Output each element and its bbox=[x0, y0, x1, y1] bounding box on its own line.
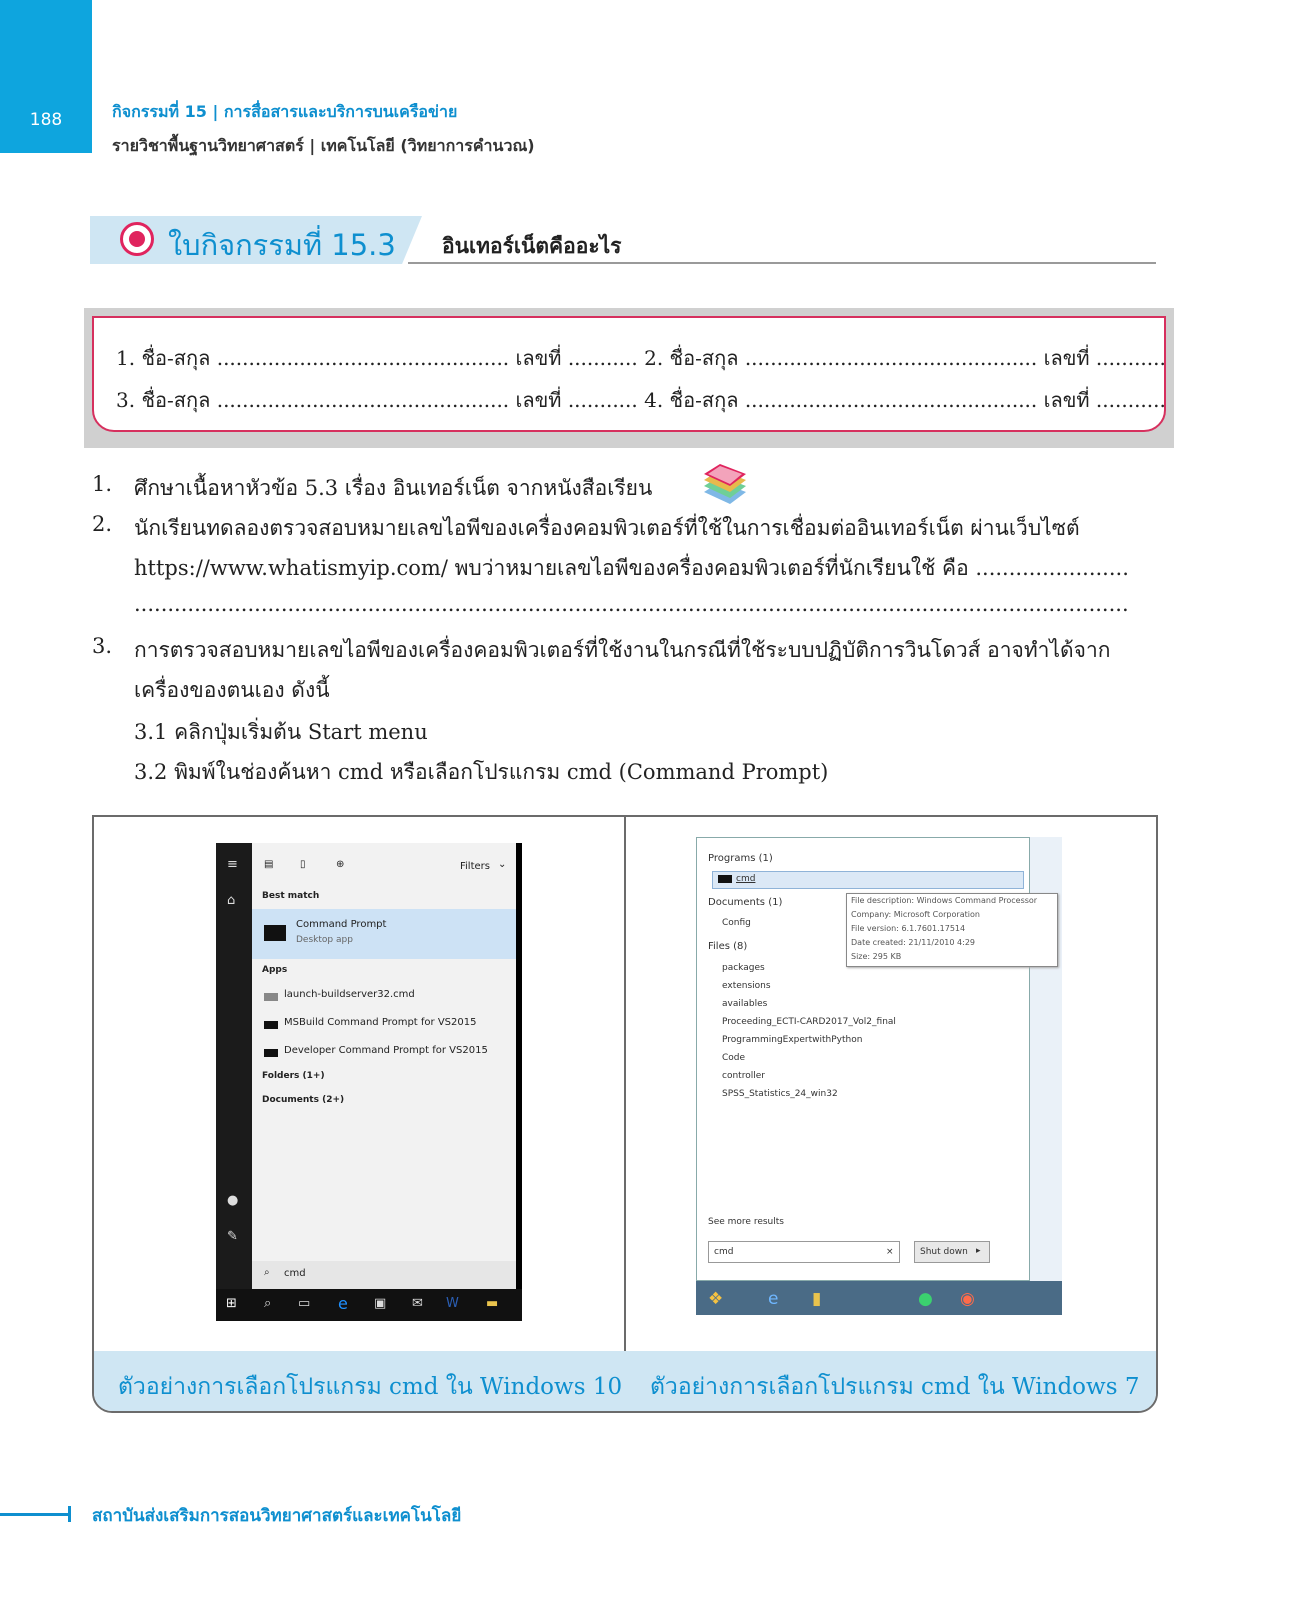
best-match-subtitle: Desktop app bbox=[296, 935, 353, 945]
taskbar bbox=[696, 1281, 1062, 1315]
edge-icon[interactable]: e bbox=[338, 1294, 348, 1313]
file-result[interactable]: extensions bbox=[722, 981, 771, 991]
folder-icon[interactable]: ▬ bbox=[486, 1296, 499, 1311]
question-text: ศึกษาเนื้อหาหัวข้อ 5.3 เรื่อง อินเทอร์เน็ต จากหนังสือเรียน bbox=[134, 476, 653, 500]
see-more-results-link[interactable]: See more results bbox=[708, 1217, 784, 1227]
tooltip-line: File version: 6.1.7601.17514 bbox=[851, 924, 966, 933]
caption-windows10: ตัวอย่างการเลือกโปรแกรม cmd ใน Windows 10 bbox=[118, 1374, 623, 1400]
programs-label: Programs (1) bbox=[708, 853, 773, 864]
tooltip-line: Date created: 21/11/2010 4:29 bbox=[851, 938, 975, 947]
command-prompt-icon bbox=[264, 925, 286, 941]
caption-windows7: ตัวอย่างการเลือกโปรแกรม cmd ใน Windows 7 bbox=[650, 1374, 1140, 1400]
shutdown-label: Shut down bbox=[920, 1247, 968, 1257]
tooltip-line: Size: 295 KB bbox=[851, 952, 902, 961]
windows-start-icon[interactable]: ⊞ bbox=[226, 1296, 237, 1311]
record-dot-icon bbox=[120, 222, 154, 256]
file-result[interactable]: availables bbox=[722, 999, 768, 1009]
program-result[interactable] bbox=[712, 871, 1024, 889]
question-text: นักเรียนทดลองตรวจสอบหมายเลขไอพีของเครื่องคอมพิวเตอร์ที่ใช้ในการเชื่อมต่ออินเทอร์เน็ต ผ่านเว็บไซต์ bbox=[134, 516, 1080, 540]
taskbar bbox=[216, 1289, 522, 1321]
question-text: https://www.whatismyip.com/ พบว่าหมายเลขไอพีของครื่องคอมพิวเตอร์ที่นักเรียนใช้ คือ ....................... bbox=[134, 556, 1129, 580]
step-3-1: 3.1 คลิกปุ่มเริ่มต้น Start menu bbox=[134, 720, 428, 744]
documents-label: Documents (1) bbox=[708, 897, 783, 908]
app-result[interactable]: Developer Command Prompt for VS2015 bbox=[284, 1045, 488, 1056]
clear-icon[interactable]: × bbox=[886, 1247, 894, 1257]
file-tooltip bbox=[846, 893, 1058, 967]
name-row: 3. ชื่อ-สกุล .............................................. เลขที่ ........... 4. ชื่อ-สกุล .............................................. เลขที่ ........... bbox=[116, 388, 1166, 412]
name-row: 1. ชื่อ-สกุล .............................................. เลขที่ ........... 2. ชื่อ-สกุล .............................................. เลขที่ ........... bbox=[116, 346, 1166, 370]
figure-divider bbox=[624, 817, 626, 1413]
web-filter-icon[interactable]: ⊕ bbox=[336, 859, 345, 870]
best-match-item[interactable] bbox=[252, 909, 516, 959]
chrome-icon[interactable]: ◉ bbox=[960, 1289, 975, 1309]
filters-button[interactable]: Filters bbox=[460, 861, 490, 872]
step-3-2: 3.2 พิมพ์ในช่องค้นหา cmd หรือเลือกโปรแกรม cmd (Command Prompt) bbox=[134, 760, 829, 784]
tooltip-line: File description: Windows Command Processor bbox=[851, 896, 1038, 905]
store-icon[interactable]: ▣ bbox=[374, 1296, 387, 1311]
settings-icon: ● bbox=[227, 1193, 239, 1208]
search-input[interactable]: cmd bbox=[714, 1247, 734, 1257]
question-number: 2. bbox=[92, 512, 113, 536]
search-input[interactable]: cmd bbox=[284, 1268, 306, 1279]
footer-institution: สถาบันส่งเสริมการสอนวิทยาศาสตร์และเทคโนโลยี bbox=[92, 1506, 462, 1526]
files-label: Files (8) bbox=[708, 941, 748, 952]
footer-rule bbox=[0, 1513, 70, 1516]
task-view-icon[interactable]: ▭ bbox=[298, 1296, 311, 1311]
file-result[interactable]: ProgrammingExpertwithPython bbox=[722, 1035, 863, 1045]
console-icon bbox=[264, 1049, 278, 1057]
search-icon: ⌕ bbox=[264, 1267, 270, 1278]
home-icon: ⌂ bbox=[227, 893, 236, 908]
app-result[interactable]: MSBuild Command Prompt for VS2015 bbox=[284, 1017, 477, 1028]
file-result[interactable]: controller bbox=[722, 1071, 765, 1081]
student-name-box bbox=[92, 316, 1166, 432]
search-icon[interactable]: ⌕ bbox=[264, 1296, 272, 1311]
documents-label[interactable]: Documents (2+) bbox=[262, 1095, 345, 1105]
hamburger-icon: ≡ bbox=[227, 857, 238, 872]
windows-start-icon[interactable]: ❖ bbox=[708, 1289, 724, 1309]
file-result[interactable]: Code bbox=[722, 1053, 746, 1063]
cmd-file-icon bbox=[264, 993, 278, 1001]
textbook-icon bbox=[700, 462, 748, 508]
arrow-right-icon[interactable]: ▸ bbox=[976, 1246, 981, 1256]
page-number-tab bbox=[0, 0, 92, 153]
folder-icon[interactable]: ▮ bbox=[812, 1289, 822, 1309]
question-number: 1. bbox=[92, 472, 113, 496]
question-number: 3. bbox=[92, 634, 113, 658]
console-icon bbox=[264, 1021, 278, 1029]
file-result[interactable]: Proceeding_ECTI-CARD2017_Vol2_final bbox=[722, 1017, 896, 1027]
file-result[interactable]: packages bbox=[722, 963, 765, 973]
line-icon[interactable]: ● bbox=[918, 1289, 933, 1309]
best-match-title: Command Prompt bbox=[296, 919, 387, 930]
best-match-label: Best match bbox=[262, 891, 320, 901]
internet-explorer-icon[interactable]: e bbox=[768, 1289, 779, 1309]
footer-tick bbox=[68, 1506, 71, 1522]
apps-label: Apps bbox=[262, 965, 288, 975]
mail-icon[interactable]: ✉ bbox=[412, 1296, 423, 1311]
page-number: 188 bbox=[29, 110, 63, 130]
word-icon[interactable]: W bbox=[446, 1296, 459, 1311]
screenshot-figure bbox=[92, 815, 1158, 1413]
answer-line: ..................................................................................................................................................... bbox=[134, 592, 1129, 616]
course-title: รายวิชาพื้นฐานวิทยาศาสตร์ | เทคโนโลยี (วิทยาการคำนวณ) bbox=[112, 136, 535, 155]
tooltip-line: Company: Microsoft Corporation bbox=[851, 910, 980, 919]
feedback-icon: ✎ bbox=[227, 1229, 238, 1244]
file-result[interactable]: SPSS_Statistics_24_win32 bbox=[722, 1089, 838, 1099]
program-name[interactable]: cmd bbox=[736, 874, 756, 884]
question-text: การตรวจสอบหมายเลขไอพีของเครื่องคอมพิวเตอร์ที่ใช้งานในกรณีที่ใช้ระบบปฏิบัติการวินโดวส์ อาจทำได้จาก bbox=[134, 638, 1111, 662]
documents-filter-icon[interactable]: ▯ bbox=[300, 859, 306, 870]
cmd-icon bbox=[718, 875, 732, 883]
folders-label[interactable]: Folders (1+) bbox=[262, 1071, 325, 1081]
apps-filter-icon[interactable]: ▤ bbox=[264, 859, 274, 870]
chapter-title: กิจกรรมที่ 15 | การสื่อสารและบริการบนเครือข่าย bbox=[112, 102, 458, 121]
activity-subtitle: อินเทอร์เน็ตคืออะไร bbox=[442, 234, 622, 258]
chevron-down-icon: ⌄ bbox=[498, 859, 507, 870]
app-result[interactable]: launch-buildserver32.cmd bbox=[284, 989, 415, 1000]
activity-title: ใบกิจกรรมที่ 15.3 bbox=[168, 228, 396, 262]
doc-result[interactable]: Config bbox=[722, 918, 751, 928]
divider bbox=[408, 262, 1156, 264]
windows10-start-menu bbox=[216, 843, 522, 1321]
question-text: เครื่องของตนเอง ดังนี้ bbox=[134, 678, 330, 702]
search-box[interactable] bbox=[708, 1241, 900, 1263]
windows7-start-menu bbox=[696, 837, 1062, 1315]
start-sidebar bbox=[216, 843, 252, 1289]
